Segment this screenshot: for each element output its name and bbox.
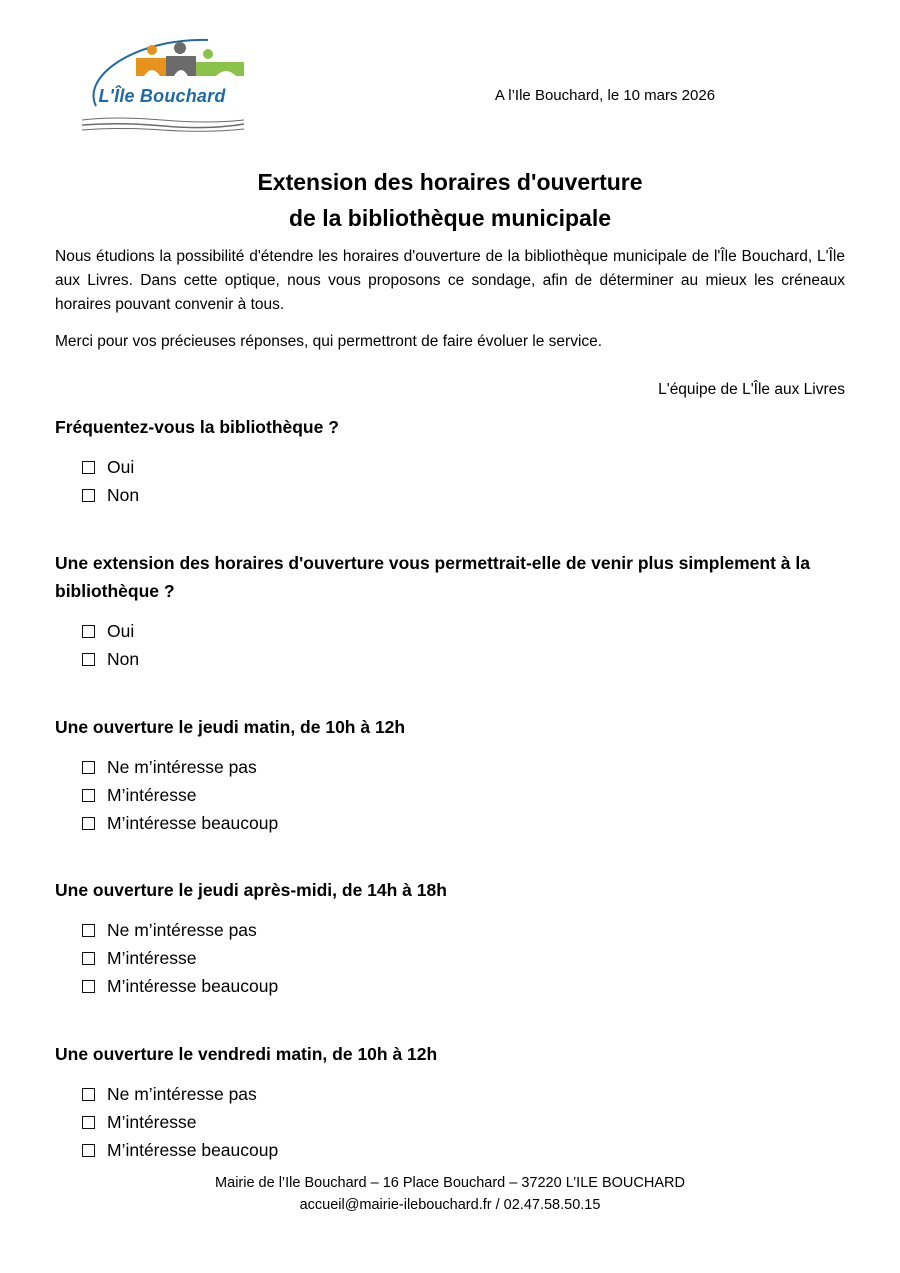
option-item[interactable] [82,1136,278,1164]
option-item[interactable] [82,1080,278,1108]
intro-paragraph: Nous étudions la possibilité d'étendre les horaires d'ouverture de la bibliothèque municipale de l'Île Bouchard, L'Île aux Livres. Dans cette optique, nous vous proposons ce sondage, afin de déterminer au mieux les créneaux horaires pouvant convenir à tous. [55,248,845,313]
footer-contact: accueil@mairie-ilebouchard.fr / 02.47.58.50.15 [299,1197,601,1213]
checkbox[interactable] [82,817,95,830]
town-logo [76,36,248,136]
checkbox[interactable] [82,1116,95,1129]
checkbox[interactable] [82,1144,95,1157]
checkbox[interactable] [82,952,95,965]
checkbox[interactable] [82,625,95,638]
option-label: Ne m’intéresse pas [107,919,257,940]
question-2-options [82,617,139,673]
option-label: Ne m’intéresse pas [107,756,257,777]
title-line-1: Extension des horaires d'ouverture [257,169,643,195]
checkbox[interactable] [82,761,95,774]
signature: L'équipe de L'Île aux Livres [658,381,845,398]
option-label: M’intéresse beaucoup [107,975,279,996]
question-3: Une ouverture le jeudi matin, de 10h à 12h [55,717,406,737]
thanks-paragraph: Merci pour vos précieuses réponses, qui permettront de faire évoluer le service. [55,333,603,350]
option-label: Ne m’intéresse pas [107,1083,257,1104]
title-line-2: de la bibliothèque municipale [288,205,612,231]
page-footer [0,1172,900,1216]
option-item[interactable] [82,617,139,645]
option-label: M’intéresse beaucoup [107,812,279,833]
option-item[interactable] [82,916,278,944]
page-title [0,164,900,236]
checkbox[interactable] [82,489,95,502]
option-item[interactable] [82,481,139,509]
checkbox[interactable] [82,653,95,666]
option-item[interactable] [82,1108,278,1136]
question-2: Une extension des horaires d'ouverture vous permettrait-elle de venir plus simplement à la bibliothèque ? [55,553,810,601]
option-label: Oui [107,620,135,641]
option-label: Non [107,484,140,505]
footer-address: Mairie de l’Ile Bouchard – 16 Place Bouchard – 37220 L’ILE BOUCHARD [215,1175,685,1191]
option-label: Non [107,648,140,669]
checkbox[interactable] [82,924,95,937]
question-4: Une ouverture le jeudi après-midi, de 14h à 18h [55,880,447,900]
checkbox[interactable] [82,789,95,802]
question-1: Fréquentez-vous la bibliothèque ? [55,417,339,437]
option-item[interactable] [82,781,278,809]
checkbox[interactable] [82,980,95,993]
question-4-options [82,916,278,1000]
option-label: Oui [107,456,135,477]
option-item[interactable] [82,944,278,972]
option-item[interactable] [82,809,278,837]
question-3-options [82,753,278,837]
option-label: M’intéresse [107,1111,197,1132]
letter-date: A l’Ile Bouchard, le 10 mars 2026 [494,87,716,104]
checkbox[interactable] [82,461,95,474]
option-item[interactable] [82,645,139,673]
logo-text: L'Île Bouchard [98,86,226,106]
option-item[interactable] [82,972,278,1000]
option-item[interactable] [82,753,278,781]
option-label: M’intéresse [107,784,197,805]
question-5: Une ouverture le vendredi matin, de 10h à 12h [55,1044,438,1064]
option-label: M’intéresse [107,947,197,968]
option-item[interactable] [82,453,139,481]
option-label: M’intéresse beaucoup [107,1139,279,1160]
question-5-options [82,1080,278,1164]
checkbox[interactable] [82,1088,95,1101]
question-1-options [82,453,139,509]
